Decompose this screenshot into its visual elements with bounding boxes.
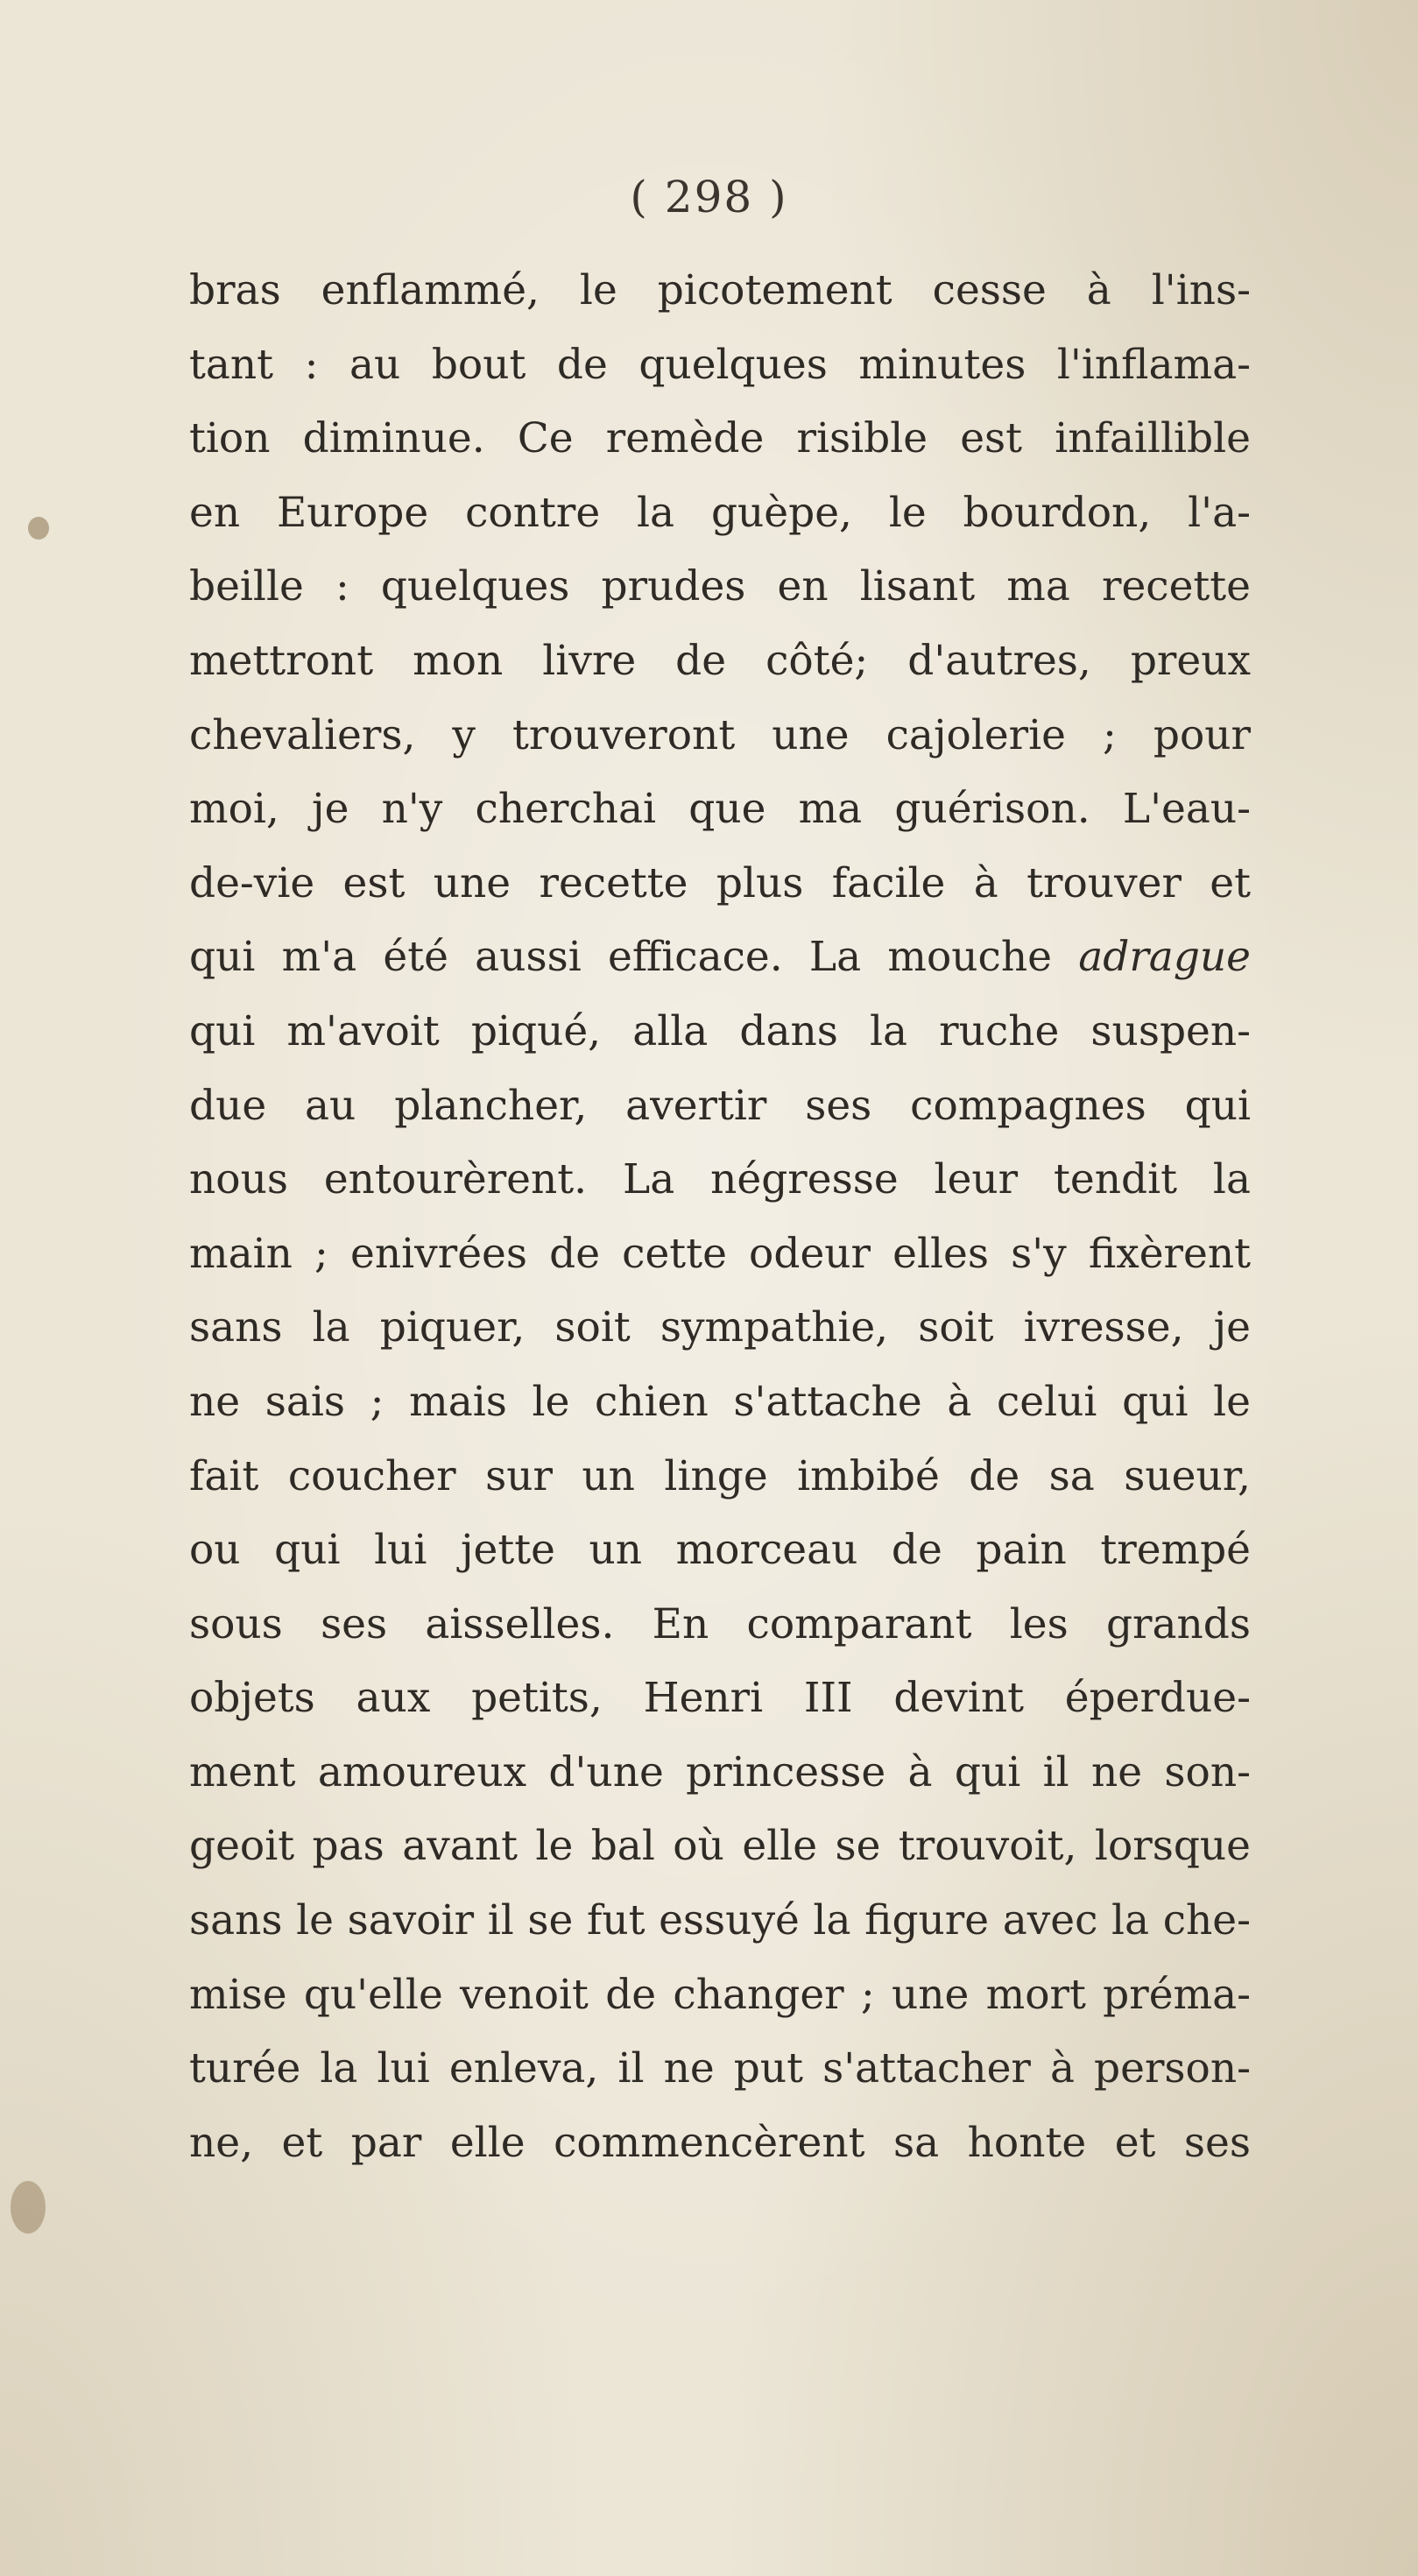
- text-line: bras enflammé, le picotement cesse à l'ins-: [189, 266, 1251, 314]
- text-line: sans le savoir il se fut essuyé la figure avec la che-: [189, 1896, 1251, 1945]
- text-line: qui m'avoit piqué, alla dans la ruche suspen-: [189, 1006, 1251, 1055]
- page-number: ( 298 ): [630, 172, 788, 222]
- text-line: moi, je n'y cherchai que ma guérison. L'eau-: [189, 785, 1251, 834]
- text-line: sous ses aisselles. En comparant les grands: [189, 1599, 1251, 1648]
- text-line: objets aux petits, Henri III devint éperdue-: [189, 1674, 1251, 1723]
- text-line: sans la piquer, soit sympathie, soit ivresse, je: [189, 1303, 1251, 1352]
- text-line: beille : quelques prudes en lisant ma recette: [189, 562, 1251, 611]
- text-line: ne sais ; mais le chien s'attache à celui qui le: [189, 1377, 1251, 1426]
- text-line: mettront mon livre de côté; d'autres, preux: [189, 636, 1251, 685]
- text-line: qui m'a été aussi efficace. La mouche adrague: [189, 933, 1251, 982]
- text-line: en Europe contre la guèpe, le bourdon, l'a-: [189, 488, 1251, 537]
- text-line: tant : au bout de quelques minutes l'inflama-: [189, 340, 1251, 389]
- text-line: turée la lui enleva, il ne put s'attacher à person-: [189, 2044, 1251, 2093]
- text-line: chevaliers, y trouveront une cajolerie ; pour: [189, 710, 1251, 759]
- italic-word: adrague: [1078, 933, 1251, 982]
- body-text: [189, 254, 1251, 2180]
- paper-stain: [28, 517, 49, 540]
- text-line: nous entourèrent. La négresse leur tendit la: [189, 1155, 1251, 1204]
- text-line: due au plancher, avertir ses compagnes qui: [189, 1081, 1251, 1130]
- text-line: ou qui lui jette un morceau de pain trempé: [189, 1526, 1251, 1575]
- text-line: geoit pas avant le bal où elle se trouvoit, lorsque: [189, 1822, 1251, 1871]
- text-line: mise qu'elle venoit de changer ; une mort préma-: [189, 1970, 1251, 2019]
- text-line: ment amoureux d'une princesse à qui il ne son-: [189, 1747, 1251, 1796]
- text-line: ne, et par elle commencèrent sa honte et ses: [189, 2118, 1251, 2167]
- text-line: de-vie est une recette plus facile à trouver et: [189, 858, 1251, 907]
- text-line: fait coucher sur un linge imbibé de sa sueur,: [189, 1451, 1251, 1500]
- text-line: main ; enivrées de cette odeur elles s'y fixèrent: [189, 1229, 1251, 1278]
- paper-stain: [11, 2181, 46, 2234]
- text-line: tion diminue. Ce remède risible est infaillible: [189, 414, 1251, 463]
